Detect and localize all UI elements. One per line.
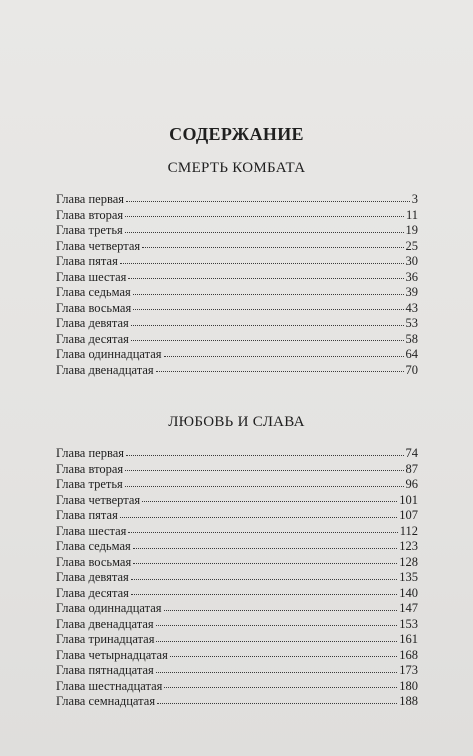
toc-entry xyxy=(56,586,418,602)
toc-list-1 xyxy=(56,192,418,378)
toc-entry xyxy=(56,508,418,524)
dot-leader xyxy=(131,340,404,341)
toc-entry-page-number: 36 xyxy=(405,269,418,284)
toc-entry-label: Глава девятая xyxy=(56,570,129,584)
toc-entry xyxy=(56,648,418,664)
toc-entry-page-number: 140 xyxy=(399,585,418,600)
toc-entry xyxy=(56,285,418,301)
toc-entry-label: Глава шестнадцатая xyxy=(56,678,163,693)
toc-entry xyxy=(56,239,418,255)
toc-entry-page-number: 188 xyxy=(399,694,418,708)
toc-entry xyxy=(56,617,418,633)
toc-entry-page-number: 107 xyxy=(399,508,418,522)
toc-entry-label: Глава тринадцатая xyxy=(56,632,155,646)
toc-entry xyxy=(56,462,418,478)
dot-leader xyxy=(142,247,403,248)
toc-entry xyxy=(56,301,418,317)
dot-leader xyxy=(125,232,404,233)
toc-entry xyxy=(56,316,418,332)
toc-entry xyxy=(56,694,418,710)
dot-leader xyxy=(156,371,404,372)
toc-entry-label: Глава первая xyxy=(56,192,125,206)
toc-entry-label: Глава пятнадцатая xyxy=(56,663,154,677)
toc-entry xyxy=(56,663,418,679)
toc-entry-page-number: 135 xyxy=(399,570,418,584)
toc-entry-label: Глава первая xyxy=(56,446,125,460)
toc-entry-label: Глава четвертая xyxy=(56,492,141,507)
toc-entry-label: Глава седьмая xyxy=(56,285,131,299)
toc-entry-page-number: 180 xyxy=(399,678,418,693)
toc-entry-page-number: 53 xyxy=(405,316,418,330)
toc-entry-label: Глава восьмая xyxy=(56,554,132,569)
toc-entry-label: Глава четвертая xyxy=(56,238,141,253)
dot-leader xyxy=(128,278,403,279)
toc-entry xyxy=(56,601,418,617)
toc-entry xyxy=(56,570,418,586)
toc-entry-page-number: 161 xyxy=(399,632,418,646)
dot-leader xyxy=(120,517,397,518)
toc-entry xyxy=(56,270,418,286)
toc-entry-label: Глава пятая xyxy=(56,254,118,268)
toc-entry xyxy=(56,477,418,493)
toc-entry-label: Глава девятая xyxy=(56,316,129,330)
dot-leader xyxy=(142,501,397,502)
toc-entry-label: Глава семнадцатая xyxy=(56,694,156,708)
toc-entry-page-number: 58 xyxy=(405,331,418,346)
dot-leader xyxy=(164,687,397,688)
toc-entry-label: Глава одиннадцатая xyxy=(56,601,162,615)
toc-entry-page-number: 101 xyxy=(399,492,418,507)
toc-entry-page-number: 11 xyxy=(405,207,418,222)
dot-leader xyxy=(133,548,398,549)
dot-leader xyxy=(131,325,404,326)
toc-entry-page-number: 168 xyxy=(399,647,418,662)
toc-entry xyxy=(56,208,418,224)
dot-leader xyxy=(157,703,397,704)
dot-leader xyxy=(131,594,397,595)
toc-entry xyxy=(56,223,418,239)
toc-entry-page-number: 43 xyxy=(405,300,418,315)
toc-entry-label: Глава пятая xyxy=(56,508,118,522)
dot-leader xyxy=(164,356,404,357)
toc-entry-label: Глава вторая xyxy=(56,461,124,476)
toc-entry xyxy=(56,363,418,379)
toc-entry-label: Глава третья xyxy=(56,223,123,237)
toc-entry-label: Глава третья xyxy=(56,477,123,491)
dot-leader xyxy=(156,641,397,642)
dot-leader xyxy=(156,625,398,626)
toc-entry-page-number: 30 xyxy=(405,254,418,268)
dot-leader xyxy=(170,656,397,657)
toc-entry-label: Глава десятая xyxy=(56,585,129,600)
toc-entry xyxy=(56,632,418,648)
toc-entry xyxy=(56,555,418,571)
toc-entry-label: Глава одиннадцатая xyxy=(56,347,162,361)
toc-list-2 xyxy=(56,446,418,710)
toc-entry-page-number: 25 xyxy=(405,238,418,253)
toc-entry xyxy=(56,539,418,555)
dot-leader xyxy=(126,201,410,202)
toc-entry xyxy=(56,446,418,462)
section-title-1: СМЕРТЬ КОМБАТА xyxy=(167,160,306,176)
toc-entry-label: Глава вторая xyxy=(56,207,124,222)
toc-entry-label: Глава восьмая xyxy=(56,300,132,315)
dot-leader xyxy=(133,309,403,310)
toc-entry-page-number: 39 xyxy=(405,285,418,299)
toc-entry-label: Глава двенадцатая xyxy=(56,616,154,631)
toc-entry xyxy=(56,254,418,270)
toc-entry-label: Глава двенадцатая xyxy=(56,362,154,377)
toc-entry-page-number: 123 xyxy=(399,539,418,553)
toc-entry-page-number: 112 xyxy=(399,523,418,538)
toc-entry-page-number: 96 xyxy=(405,477,418,491)
toc-entry-label: Глава четырнадцатая xyxy=(56,647,168,662)
toc-entry-page-number: 19 xyxy=(405,223,418,237)
toc-entry-page-number: 3 xyxy=(411,192,418,206)
dot-leader xyxy=(131,579,397,580)
toc-entry xyxy=(56,192,418,208)
toc-entry xyxy=(56,524,418,540)
toc-entry xyxy=(56,332,418,348)
section-title-2: ЛЮБОВЬ И СЛАВА xyxy=(168,414,305,430)
dot-leader xyxy=(125,470,403,471)
toc-entry-label: Глава шестая xyxy=(56,269,127,284)
dot-leader xyxy=(125,486,404,487)
toc-entry-label: Глава седьмая xyxy=(56,539,131,553)
dot-leader xyxy=(164,610,398,611)
page-title: СОДЕРЖАНИЕ xyxy=(169,124,304,144)
toc-entry xyxy=(56,493,418,509)
toc-entry-page-number: 153 xyxy=(399,616,418,631)
dot-leader xyxy=(133,294,404,295)
dot-leader xyxy=(120,263,404,264)
toc-entry-page-number: 70 xyxy=(405,362,418,377)
toc-entry-page-number: 173 xyxy=(399,663,418,677)
toc-entry xyxy=(56,347,418,363)
toc-entry-page-number: 74 xyxy=(405,446,418,460)
dot-leader xyxy=(156,672,397,673)
dot-leader xyxy=(133,563,397,564)
toc-entry xyxy=(56,679,418,695)
toc-entry-page-number: 87 xyxy=(405,461,418,476)
dot-leader xyxy=(128,532,397,533)
dot-leader xyxy=(126,455,403,456)
dot-leader xyxy=(125,216,404,217)
toc-entry-label: Глава шестая xyxy=(56,523,127,538)
toc-entry-page-number: 128 xyxy=(399,554,418,569)
toc-entry-page-number: 64 xyxy=(405,347,418,361)
toc-entry-label: Глава десятая xyxy=(56,331,129,346)
toc-entry-page-number: 147 xyxy=(399,601,418,615)
